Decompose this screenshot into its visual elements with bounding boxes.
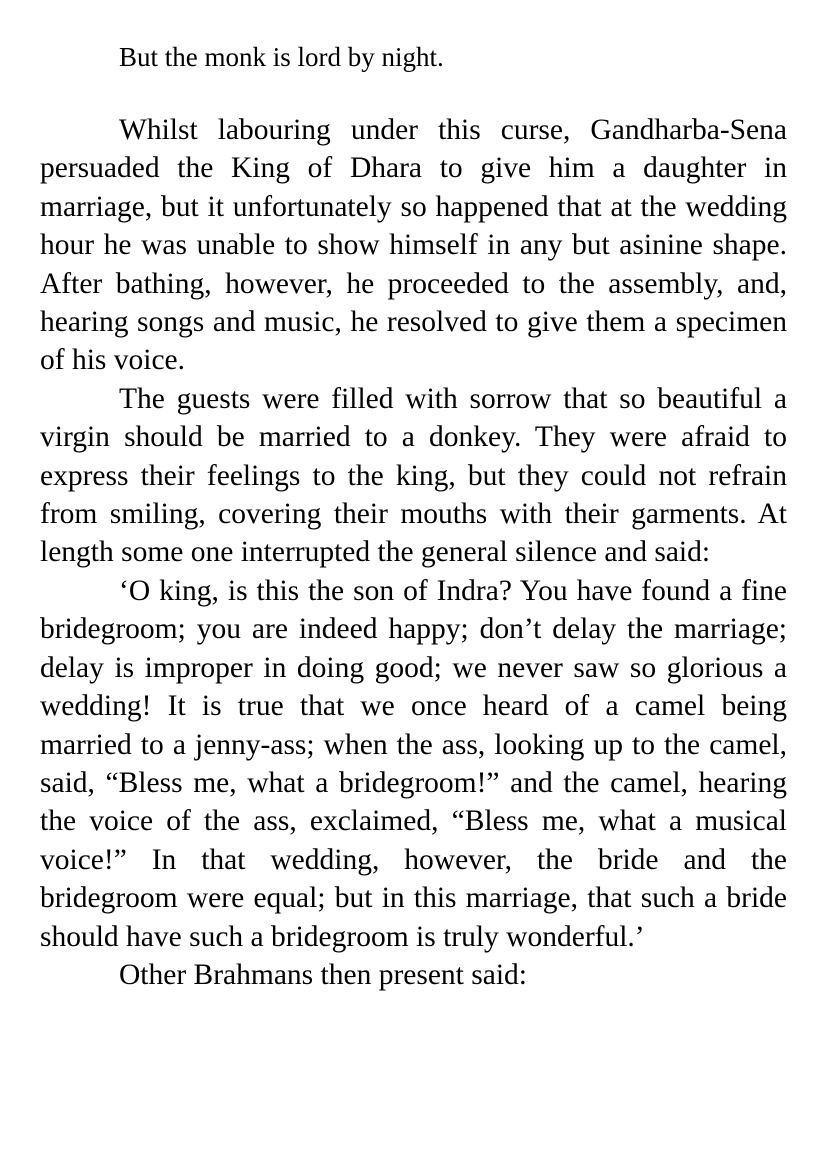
paragraph-brahmans: Other Brahmans then present said: <box>119 958 527 991</box>
verse-line: But the monk is lord by night. <box>119 42 444 72</box>
paragraph-curse: Whilst labouring under this curse, Gandharba-Sena persuaded the King of Dhara to give him a daughter in marriage, but it unfortunately so happened that at the wedding hour he was unable to show himself in any but asinine shape. After bathing, however, he proceeded to the assembly, and, hearing songs and music, he resolved to give them a specimen of his voice. <box>40 114 787 377</box>
paragraph-guests: The guests were filled with sorrow that so beautiful a virgin should be married to a donkey. They were afraid to express their feelings to the king, but they could not refrain from smiling, covering their mouths with their garments. At length some one interrupted the general silence and said: <box>40 382 787 569</box>
page-body <box>40 40 787 994</box>
paragraph-speech: ‘O king, is this the son of Indra? You have found a fine bridegroom; you are indeed happy; don’t delay the marriage; delay is improper in doing good; we never saw so glorious a wedding! It is true that we once heard of a camel being married to a jenny-ass; when the ass, looking up to the camel, said, “Bless me, what a bridegroom!” and the camel, hearing the voice of the ass, exclaimed, “Bless me, what a musical voice!” In that wedding, however, the bride and the bridegroom were equal; but in this marriage, that such a bride should have such a bridegroom is truly wonderful.’ <box>40 574 787 953</box>
